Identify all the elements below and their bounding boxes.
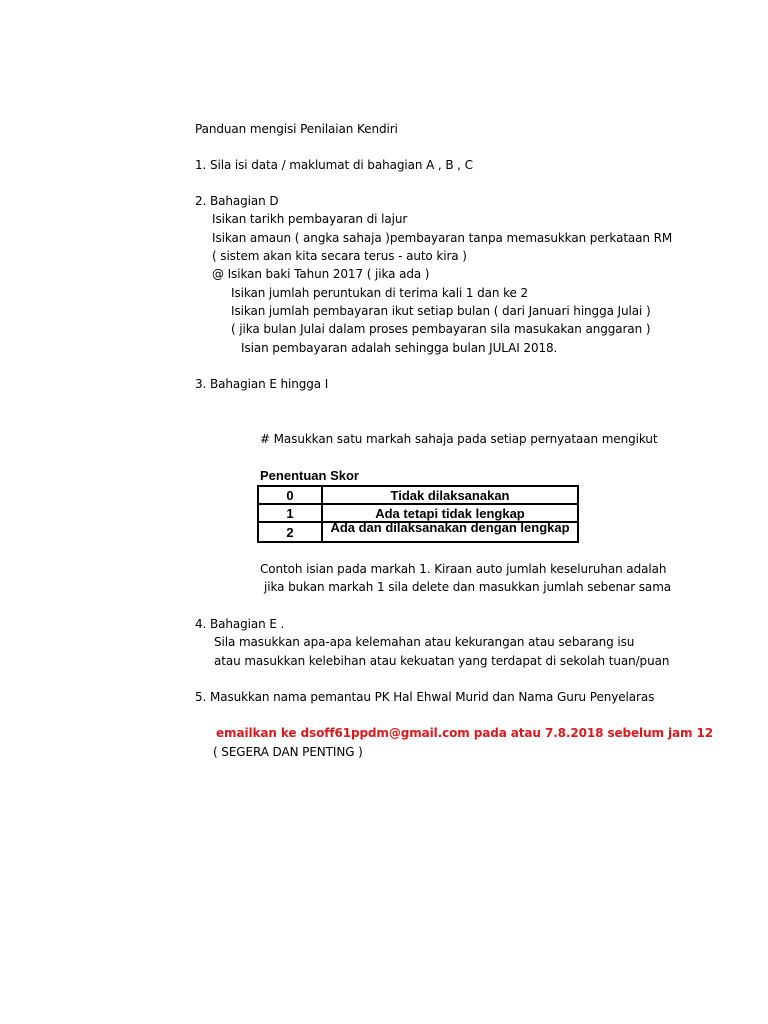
skor-table-title: Penentuan Skor [260,468,359,483]
section-2-line-6: Isikan jumlah pembayaran ikut setiap bulan ( dari Januari hingga Julai ) [231,304,651,318]
skor-row [258,486,578,504]
section-4-line-1: Sila masukkan apa-apa kelemahan atau kekurangan atau sebarang isu [214,635,635,649]
skor-table [257,485,579,543]
section-2-line-7: ( jika bulan Julai dalam proses pembayaran sila masukakan anggaran ) [231,322,651,336]
section-2-line-1: Isikan tarikh pembayaran di lajur [212,212,408,226]
section-4-heading: 4. Bahagian E . [195,617,285,631]
doc-title: Panduan mengisi Penilaian Kendiri [195,122,398,136]
section-3-note: # Masukkan satu markah sahaja pada setiap pernyataan mengikut [260,432,658,446]
skor-row [258,522,578,542]
section-5-heading: 5. Masukkan nama pemantau PK Hal Ehwal Murid dan Nama Guru Penyelaras [195,690,655,704]
urgent-note: ( SEGERA DAN PENTING ) [213,745,363,759]
skor-description-cell [322,522,578,542]
email-instruction: emailkan ke dsoff61ppdm@gmail.com pada atau 7.8.2018 sebelum jam 12 [216,726,713,740]
skor-description: Tidak dilaksanakan [322,486,578,504]
section-2-line-5: Isikan jumlah peruntukan di terima kali 1 dan ke 2 [231,286,529,300]
skor-value: 2 [258,522,322,542]
skor-value: 1 [258,504,322,522]
section-2-heading: 2. Bahagian D [195,194,279,208]
section-4-line-2: atau masukkan kelebihan atau kekuatan yang terdapat di sekolah tuan/puan [214,654,670,668]
section-2-line-2: Isikan amaun ( angka sahaja )pembayaran tanpa memasukkan perkataan RM [212,231,673,245]
section-3-example-1: Contoh isian pada markah 1. Kiraan auto jumlah keseluruhan adalah [260,562,667,576]
section-2-line-8: Isian pembayaran adalah sehingga bulan JULAI 2018. [241,341,558,355]
section-3-heading: 3. Bahagian E hingga I [195,377,329,391]
section-1-text: 1. Sila isi data / maklumat di bahagian A , B , C [195,158,473,172]
section-3-example-2: jika bukan markah 1 sila delete dan masukkan jumlah sebenar sama [264,580,672,594]
section-2-line-3: ( sistem akan kita secara terus - auto kira ) [212,249,467,263]
section-2-line-4: @ Isikan baki Tahun 2017 ( jika ada ) [212,267,430,281]
skor-description: Ada tetapi tidak lengkap [322,504,578,522]
skor-description: Ada dan dilaksanakan dengan lengkap [330,520,570,535]
skor-value: 0 [258,486,322,504]
